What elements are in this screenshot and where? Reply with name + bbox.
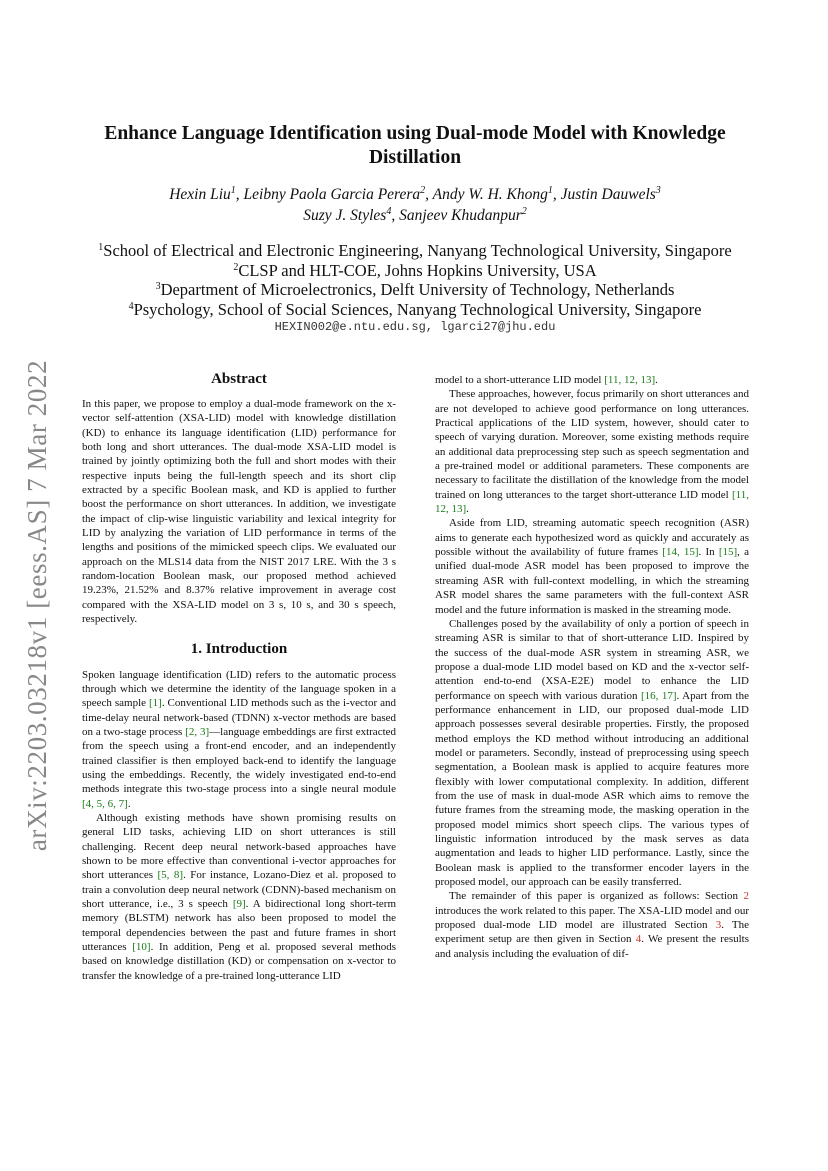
affiliation — [70, 300, 760, 320]
left-column — [82, 370, 396, 983]
citation-link[interactable]: [14, 15] — [662, 546, 699, 559]
author-name: Hexin Liu — [169, 186, 231, 203]
right-column — [435, 373, 749, 961]
citation-link[interactable]: [9] — [232, 898, 246, 910]
author-line-1: Hexin Liu$^1$, Leibny Paola Garcia Perera$^2$, Andy W. H. Khong$^1$, Justin Dauwels$^3$ — [169, 185, 661, 203]
affiliation-text: CLSP and HLT-COE, Johns Hopkins University, USA — [238, 260, 597, 280]
affiliation-text: Psychology, School of Social Sciences, Nanyang Technological University, Singapore — [133, 299, 702, 319]
affiliation-text: School of Electrical and Electronic Engineering, Nanyang Technological University, Singapore — [103, 241, 732, 260]
intro-paragraph-1: Spoken language identification (LID) refers to the automatic process through which we determine the identity of the language spoken in a speech sample [1]. Conventional LID methods such as the i-vector and time-delay neural network-based (TDNN) x-vector methods are based on a two-stage process [2, 3]—language embeddings are first extracted from the speech using a front-end encoder, and an independently trained classifier is then employed back-end to identify the language using the embeddings. Recently, the widely investigated end-to-end methods integrate this two-stage process into a single neural module [4, 5, 6, 7]. — [82, 668, 397, 810]
author-affiliation-mark: 1 — [547, 185, 553, 196]
affiliation — [70, 261, 760, 281]
author-name: Andy W. H. Khong — [432, 186, 548, 203]
author-affiliation-mark: 3 — [655, 185, 661, 196]
intro-paragraph-5: Aside from LID, streaming automatic speech recognition (ASR) aims to generate each hypothesized word as quickly and accurately as possible without the availability of future frames [14, 15]. In [15], a unified dual-mode ASR model has been proposed to improve the streaming ASR with full-context modelling, in which the streaming ASR model shares the same parameters with the full-context ASR model and the future information is masked in the streaming mode. — [435, 517, 749, 616]
citation-link[interactable]: [1] — [149, 697, 162, 710]
citation-link[interactable]: [4, 5, 6, 7] — [82, 797, 128, 810]
author-affiliation-mark: 4 — [386, 206, 392, 217]
paper-title: Enhance Language Identification using Dual-mode Model with Knowledge Distillation — [104, 123, 726, 168]
section-link[interactable]: 2 — [743, 890, 749, 903]
citation-link[interactable]: [15] — [718, 546, 738, 559]
section-link[interactable]: 3 — [715, 919, 722, 932]
abstract-text: In this paper, we propose to employ a dual-mode framework on the x-vector self-attention (XSA-LID) model with knowledge distillation (KD) to enhance its language identification (LID) performance for both long and short utterances. The dual-mode XSA-LID model is trained by jointly optimizing both the full and short modes with their respective inputs being the full-length speech and its short clip extracted by a specific Boolean mask, and KD is applied to further boost the performance on short utterances. In addition, we investigate the impact of clip-wise linguistic variability and lexical integrity for LID by analyzing the variation of LID performance in terms of the lengths and positions of the mimicked speech clips. We evaluated our approach on the MLS14 data from the NIST 2017 LRE. With the 3 s random-location Boolean mask, our proposed method achieved 19.23%, 21.52% and 8.37% relative improvement in average cost compared with the XSA-LID model on 3 s, 10 s, and 30 s speech, respectively. — [82, 398, 396, 626]
author-list — [90, 184, 740, 226]
intro-paragraph-2: Although existing methods have shown promising results on general LID tasks, achieving LID on short utterances is still challenging. Recent deep neural network-based approaches have shown to be more effective than conventional i-vector approaches for short utterances [5, 8]. For instance, Lozano-Diez et al. proposed to train a convolution deep neural network (CDNN)-based mechanism on short utterance, i.e., 3 s speech [9]. A bidirectional long short-term memory (BLSTM) network has also been proposed to model the temporal dependencies between the past and future frames in short utterances [10]. In addition, Peng et al. proposed several methods based on knowledge distillation (KD) or compensation on x-vector to transfer the knowledge of a pre-trained long-utterance LID — [82, 811, 397, 982]
citation-link[interactable]: [2, 3] — [185, 725, 210, 738]
author-name: Leibny Paola Garcia Perera — [243, 186, 421, 203]
author-name: Justin Dauwels — [560, 186, 656, 203]
author-name: Sanjeev Khudanpur — [399, 207, 522, 224]
author-affiliation-mark: 1 — [230, 185, 236, 196]
affiliation-mark: 4 — [128, 300, 134, 312]
arxiv-identifier: arXiv:2203.03218v1 [eess.AS] 7 Mar 2022 — [22, 359, 53, 851]
intro-paragraph-4: These approaches, however, focus primarily on short utterances and are not developed to achieve good performance on long utterances. Practical applications of the LID system, however, should cater to speech of varying duration. Moreover, some existing methods require an additional data preprocessing step such as speech segmentation and a pre-trained model or additional parameters. These components are necessary to facilitate the distillation of the knowledge from the model trained on long utterances to the target short-utterance LID model [11, 12, 13]. — [435, 388, 749, 516]
abstract-heading: Abstract — [211, 371, 267, 387]
author-affiliation-mark: 2 — [521, 206, 527, 217]
citation-link[interactable]: [16, 17] — [640, 689, 677, 702]
intro-paragraph-3: model to a short-utterance LID model [11, 12, 13]. — [435, 374, 658, 386]
intro-paragraph-7: The remainder of this paper is organized as follows: Section 2 introduces the work related to this paper. The XSA-LID model and our proposed dual-mode LID model are illustrated Section 3. The experiment setup are then given in Section 4. We present the results and analysis including the evaluation of dif- — [435, 890, 749, 960]
affiliation-mark: 3 — [155, 281, 161, 292]
affiliation — [70, 280, 760, 300]
author-line-2: Suzy J. Styles$^4$, Sanjeev Khudanpur$^2$ — [303, 206, 527, 224]
section-link[interactable]: 4 — [635, 933, 642, 946]
citation-link[interactable]: [5, 8] — [157, 869, 184, 882]
author-name: Suzy J. Styles — [303, 207, 387, 224]
affiliation — [70, 241, 760, 261]
affiliation-list — [70, 241, 760, 319]
citation-link[interactable]: [11, 12, 13] — [604, 374, 656, 386]
affiliation-text: Department of Microelectronics, Delft University of Technology, Netherlands — [160, 280, 675, 299]
contact-email: HEXIN002@e.ntu.edu.sg, lgarci27@jhu.edu — [274, 320, 556, 334]
citation-link[interactable]: [10] — [132, 941, 151, 954]
arxiv-sidebar — [14, 350, 62, 860]
affiliation-mark: 2 — [233, 261, 239, 273]
intro-paragraph-6: Challenges posed by the availability of only a portion of speech in streaming ASR is similar to that of short-utterance LID. Inspired by the success of the dual-mode ASR system in streaming ASR, we propose a dual-mode LID model based on KD and the x-vector self-attention end-to-end (XSA-E2E) model to enhance the LID performance on speech with various duration [16, 17]. Apart from the performance enhancement in LID, our proposed dual-mode LID approach possesses several desirable properties. Firstly, the proposed method employs the KD method without introducing an additional model or parameters. Secondly, instead of preprocessing using speech segmentation, a Boolean mask is applied to acquire features more flexibly with lower computational complexity. In addition, different from the use of mask in dual-mode ASR which aims to remove the future frames from the streaming mode, the masking operation in the proposed model mimics short speech clips. The various types of linguistic information introduced by the mask serves as data augmentation and leads to higher LID performance. Lastly, since the Boolean mask is applied to the transformer encoder layers in the proposed model, our approach can be easily transferred. — [435, 617, 749, 889]
affiliation-mark: 1 — [98, 242, 104, 253]
introduction-heading: 1. Introduction — [190, 640, 288, 657]
citation-link[interactable]: [11, 12, 13] — [435, 488, 749, 516]
author-affiliation-mark: 2 — [420, 185, 426, 196]
